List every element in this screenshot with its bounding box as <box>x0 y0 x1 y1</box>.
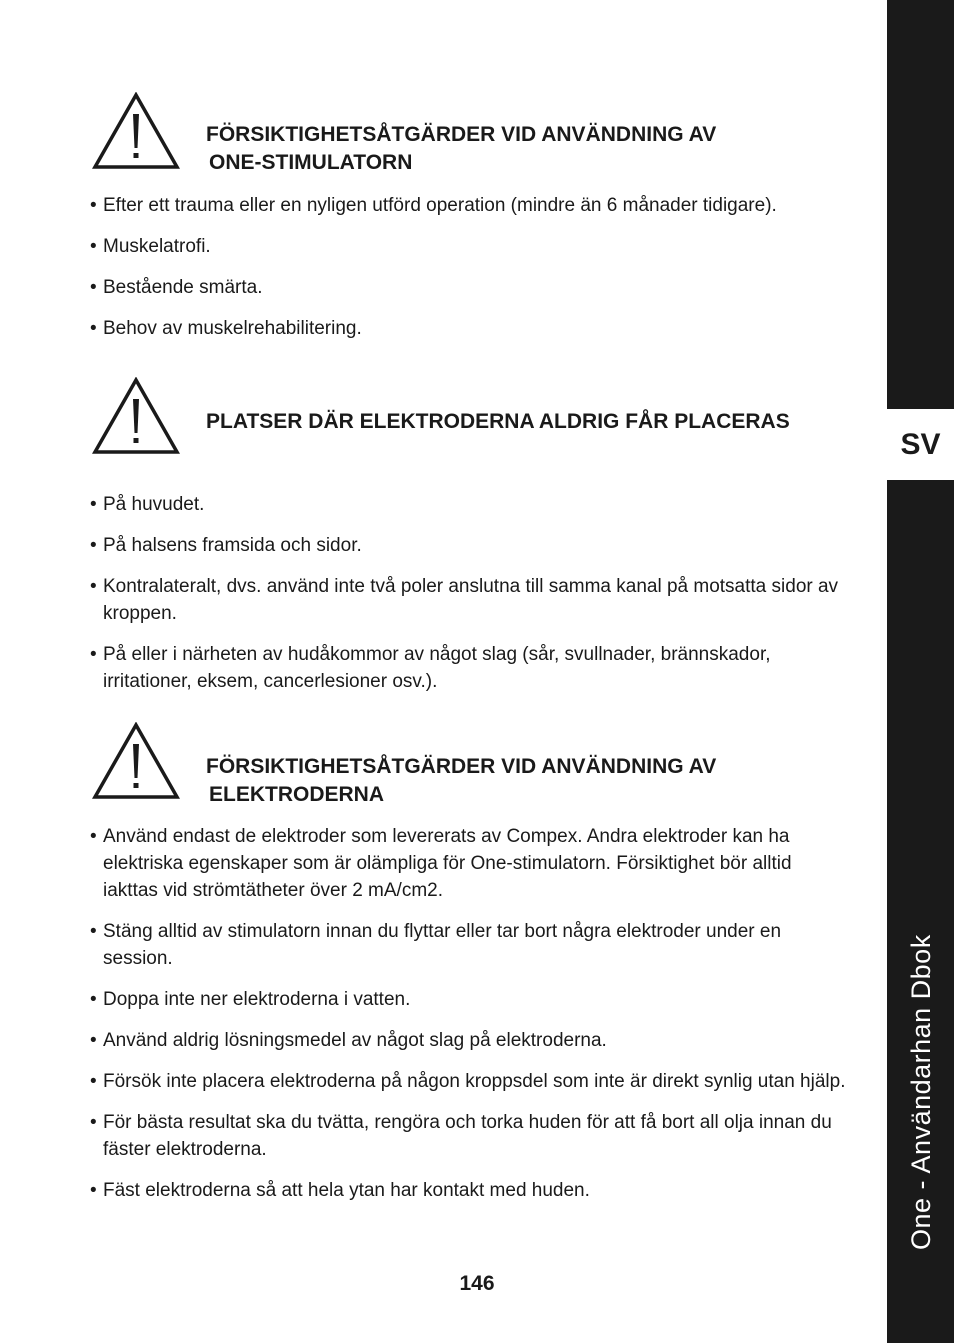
list-item: • Använd aldrig lösningsmedel av något slag på elektroderna. <box>90 1027 850 1054</box>
heading-line: FÖRSIKTIGHETSÅTGÄRDER VID ANVÄNDNING AV <box>206 755 717 778</box>
list-item: • Använd endast de elektroder som levererats av Compex. Andra elektroder kan ha elektriska egenskaper som är olämpliga för One-stimulatorn. Försiktighet bör alltid iakttas vid strömtätheter över 2 mA/cm2. <box>90 823 850 904</box>
heading-line: FÖRSIKTIGHETSÅTGÄRDER VID ANVÄNDNING AV <box>206 123 717 146</box>
warning-triangle-icon <box>92 722 180 800</box>
language-tab: SV <box>887 409 954 480</box>
list-item: • På halsens framsida och sidor. <box>90 532 850 559</box>
list-item: • På eller i närheten av hudåkommor av något slag (sår, svullnader, brännskador, irritationer, eksem, cancerlesioner osv.). <box>90 641 850 695</box>
list-item: • Muskelatrofi. <box>90 233 850 260</box>
list-item: • Behov av muskelrehabilitering. <box>90 315 850 342</box>
warning-triangle-icon <box>92 377 180 455</box>
manual-title: One - Användarhan Dbok <box>906 934 936 1250</box>
warning-triangle-icon <box>92 92 180 170</box>
section-heading-stimulator-precautions <box>206 121 716 177</box>
list-item: • Fäst elektroderna så att hela ytan har kontakt med huden. <box>90 1177 850 1204</box>
heading-line: ONE-STIMULATORN <box>209 151 413 174</box>
list-item: • På huvudet. <box>90 491 850 518</box>
list-item: • Bestående smärta. <box>90 274 850 301</box>
list-item: • Efter ett trauma eller en nyligen utförd operation (mindre än 6 månader tidigare). <box>90 192 850 219</box>
list-item: • Doppa inte ner elektroderna i vatten. <box>90 986 850 1013</box>
precaution-list <box>90 192 850 342</box>
electrode-precaution-list <box>90 823 850 1204</box>
list-item: • Kontralateralt, dvs. använd inte två poler anslutna till samma kanal på motsatta sidor av kroppen. <box>90 573 850 627</box>
heading-line: ELEKTRODERNA <box>209 783 385 806</box>
placement-list <box>90 491 850 695</box>
list-item: • För bästa resultat ska du tvätta, rengöra och torka huden för att få bort all olja innan du fäster elektroderna. <box>90 1109 850 1163</box>
list-item: • Stäng alltid av stimulatorn innan du flyttar eller tar bort några elektroder under en session. <box>90 918 850 972</box>
section-heading-electrode-precautions <box>206 753 716 809</box>
page-number: 146 <box>459 1272 495 1295</box>
section-heading-electrode-placement <box>206 408 790 436</box>
list-item: • Försök inte placera elektroderna på någon kroppsdel som inte är direkt synlig utan hjälp. <box>90 1068 850 1095</box>
heading-line: PLATSER DÄR ELEKTRODERNA ALDRIG FÅR PLACERAS <box>206 410 790 433</box>
